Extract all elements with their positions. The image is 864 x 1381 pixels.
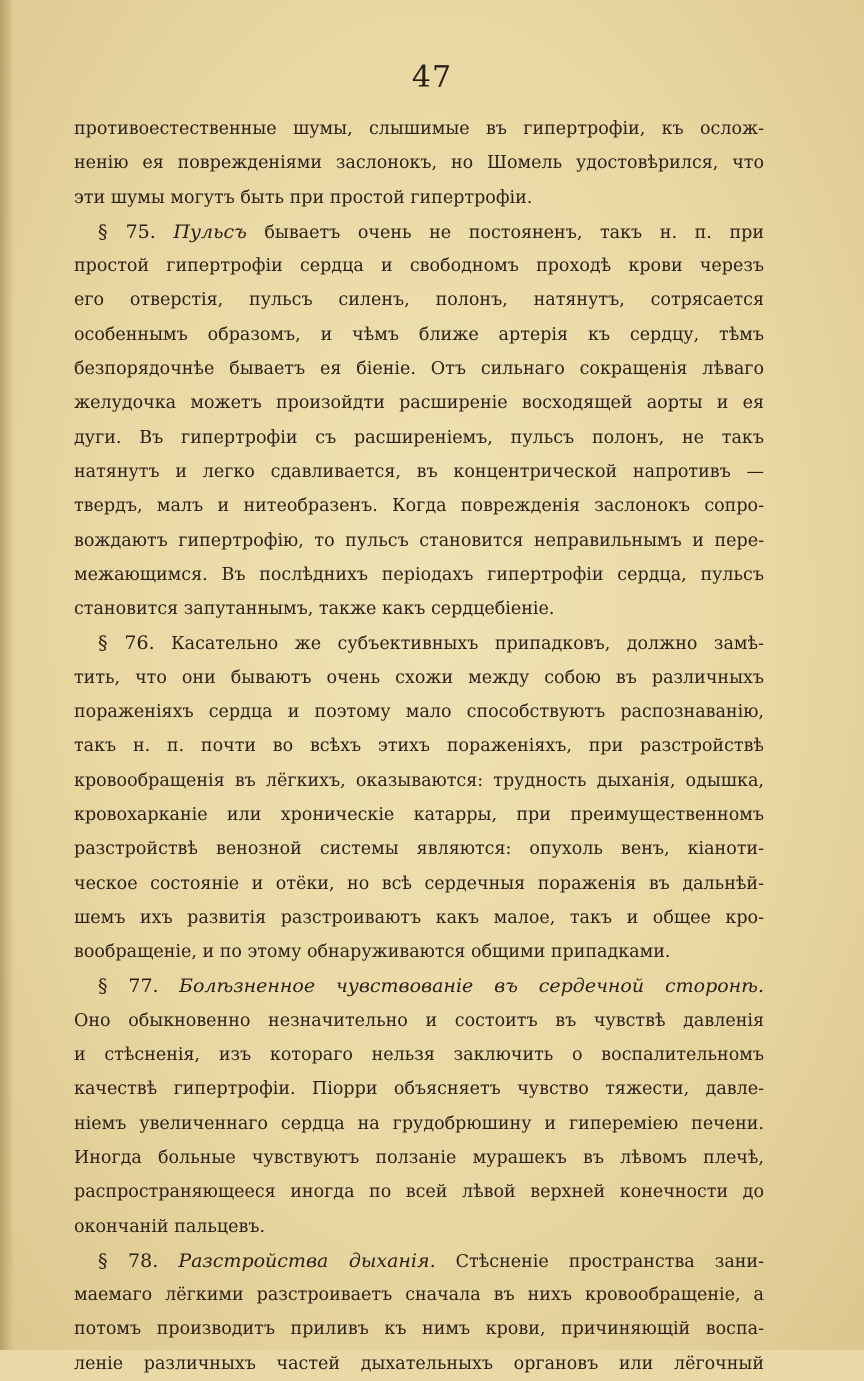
text-line [74, 901, 764, 935]
line-text: шемъ ихъ развитія разстроиваютъ какъ малое, такъ и общее кро- [74, 907, 764, 928]
line-text: пораженіяхъ сердца и поэтому мало способствуютъ распознаванію, [74, 702, 764, 723]
line-text: Оно обыкновенно незначительно и состоитъ въ чувствѣ давленія [74, 1010, 764, 1031]
text-line [74, 867, 764, 901]
line-text: вождаютъ гипертрофію, то пульсъ становится неправильнымъ и пере- [74, 530, 764, 551]
section-number: § 76. [98, 632, 155, 655]
text-line [74, 592, 764, 626]
line-text: тить, что они бываютъ очень схожи между собою въ различныхъ [74, 667, 764, 688]
line-text: Стѣсненіе пространства зани- [435, 1251, 764, 1272]
text-line [74, 352, 764, 386]
section-heading: Разстройства дыханія. [178, 1249, 436, 1272]
page-edge [0, 0, 14, 1350]
text-line [74, 558, 764, 592]
text-line [74, 489, 764, 523]
text-line [74, 1141, 764, 1175]
line-text: дуги. Въ гипертрофіи съ расширеніемъ, пульсъ полонъ, не такъ [74, 427, 764, 448]
section-number: § 78. [98, 1249, 159, 1272]
section-number: § 77. [98, 975, 159, 998]
page-number: 47 [411, 60, 453, 95]
text-line [74, 764, 764, 798]
text-line [74, 524, 764, 558]
section-number: § 75. [98, 220, 156, 243]
line-text: вообращеніе, и по этому обнаруживаются общими припадками. [74, 942, 671, 963]
section-heading: Пульсъ [173, 220, 247, 243]
line-text: твердъ, малъ и нитеобразенъ. Когда поврежденія заслонокъ сопро- [74, 496, 764, 517]
line-text: натянутъ и легко сдавливается, въ концентрической напротивъ — [74, 461, 764, 482]
text-line [74, 215, 764, 249]
text-line [74, 798, 764, 832]
text-line [74, 832, 764, 866]
line-text: распространяющееся иногда по всей лѣвой верхней конечности до [74, 1182, 764, 1203]
text-line [74, 935, 764, 969]
line-text: бываетъ очень не постояненъ, такъ н. п. при [246, 222, 764, 243]
line-text: кровообращенія въ лёгкихъ, оказываются: трудность дыханія, одышка, [74, 770, 764, 791]
text-line [74, 1244, 764, 1278]
text-line [74, 695, 764, 729]
text-line [74, 1072, 764, 1106]
text-line [74, 318, 764, 352]
line-text: окончаній пальцевъ. [74, 1216, 266, 1237]
line-text: Касательно же субъективныхъ припадковъ, должно замѣ- [171, 634, 764, 655]
line-text: противоестественные шумы, слышимые въ гипертрофіи, къ ослож- [74, 119, 764, 139]
line-text: особеннымъ образомъ, и чѣмъ ближе артерія къ сердцу, тѣмъ [74, 324, 764, 345]
line-text: ческое состояніе и отёки, но всѣ сердечныя пораженія въ дальнѣй- [74, 873, 764, 894]
line-text: разстройствѣ венозной системы являются: опухоль венъ, кіаноти- [74, 839, 764, 860]
line-text: качествѣ гипертрофіи. Піорри объясняетъ чувство тяжести, давле- [74, 1079, 764, 1100]
line-text: потомъ производитъ приливъ къ нимъ крови, причиняющій воспа- [74, 1319, 764, 1340]
line-text: и стѣсненія, изъ котораго нельзя заключить о воспалительномъ [74, 1045, 764, 1066]
text-line [74, 112, 764, 146]
text-line [74, 146, 764, 180]
line-text: безпорядочнѣе бываетъ ея біеніе. Отъ сильнаго сокращенія лѣваго [74, 359, 764, 380]
line-text: ніемъ увеличеннаго сердца на грудобрюшину и гипереміею печени. [74, 1113, 764, 1134]
text-line [74, 729, 764, 763]
text-line [74, 1347, 764, 1381]
text-line [74, 455, 764, 489]
text-line [74, 1107, 764, 1141]
line-text: маемаго лёгкими разстроиваетъ сначала въ нихъ кровообращеніе, а [74, 1285, 764, 1306]
line-text: кровохарканіе или хроническіе катарры, при преимущественномъ [74, 804, 764, 825]
text-line [74, 1175, 764, 1209]
text-line [74, 661, 764, 695]
line-text: желудочка можетъ произойдти расширеніе восходящей аорты и ея [74, 393, 764, 414]
line-text: леніе различныхъ частей дыхательныхъ органовъ или лёгочный [74, 1353, 764, 1374]
text-line [74, 969, 764, 1003]
body-text [74, 112, 764, 1381]
line-text: такъ н. п. почти во всѣхъ этихъ пораженіяхъ, при разстройствѣ [74, 736, 764, 757]
line-text: эти шумы могутъ быть при простой гипертрофіи. [74, 187, 533, 208]
line-text: становится запутаннымъ, также какъ сердцебіеніе. [74, 599, 555, 620]
line-text: ненію ея поврежденіями заслонокъ, но Шомель удостовѣрился, что [74, 153, 764, 174]
line-text: Иногда больные чувствуютъ ползаніе мурашекъ въ лѣвомъ плечѣ, [74, 1147, 764, 1168]
line-text: простой гипертрофіи сердца и свободномъ проходѣ крови черезъ [74, 256, 764, 277]
text-line [74, 1004, 764, 1038]
line-text: его отверстія, пульсъ силенъ, полонъ, натянутъ, сотрясается [74, 290, 764, 311]
text-line [74, 1278, 764, 1312]
text-line [74, 181, 764, 215]
text-line [74, 249, 764, 283]
text-line [74, 626, 764, 660]
text-line [74, 386, 764, 420]
text-line [74, 421, 764, 455]
text-line [74, 1312, 764, 1346]
text-line [74, 283, 764, 317]
section-heading: Болѣзненное чувствованіе въ сердечной сторонѣ. [179, 975, 764, 998]
text-line [74, 1210, 764, 1244]
text-line [74, 1038, 764, 1072]
line-text: межающимся. Въ послѣднихъ періодахъ гипертрофіи сердца, пульсъ [74, 564, 764, 585]
